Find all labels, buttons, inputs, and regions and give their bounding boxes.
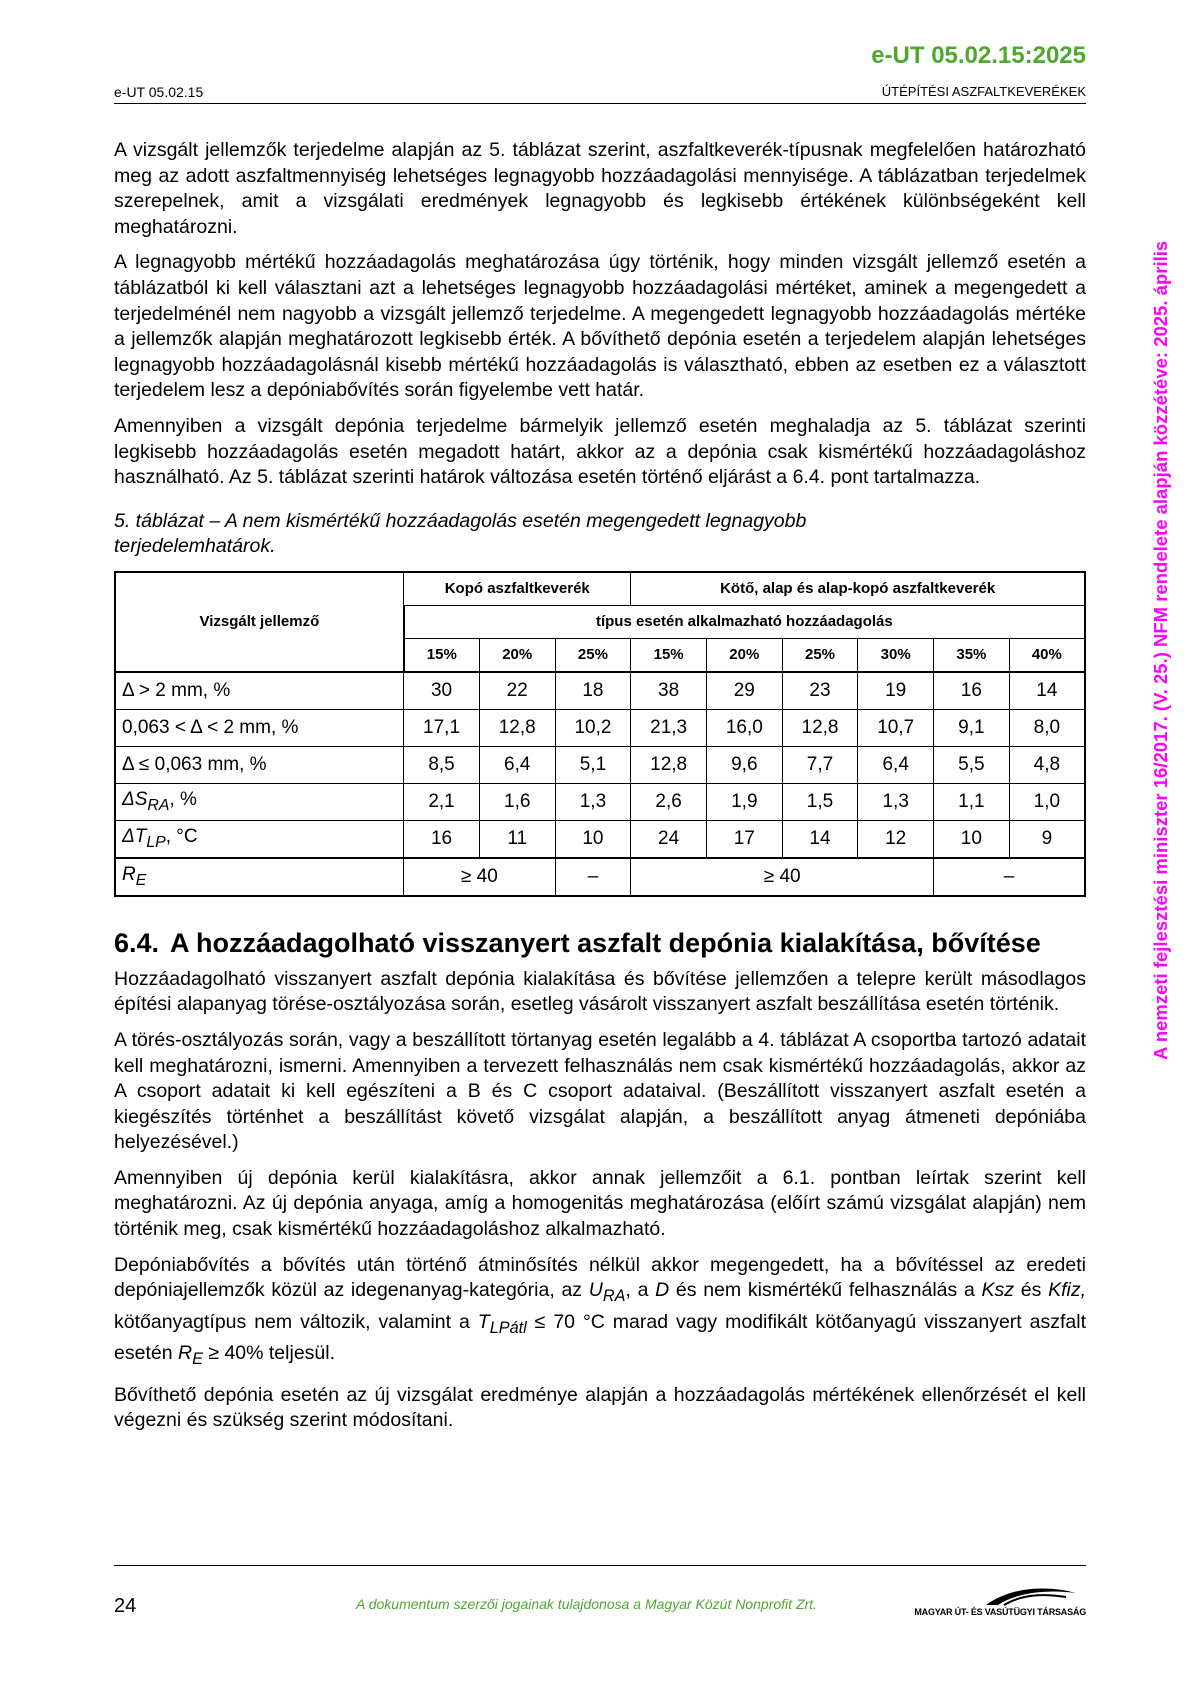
table-cell: 16 — [404, 820, 480, 858]
table-cell: 30 — [404, 672, 480, 710]
column-header-characteristic: Vizsgált jellemző — [115, 572, 404, 672]
percent-header: 20% — [479, 638, 555, 672]
table-caption: 5. táblázat – A nem kismértékű hozzáadagolás esetén megengedett legnagyobb terjedelemhatárok. — [114, 509, 807, 557]
table-cell: 29 — [706, 672, 782, 710]
paragraph: A legnagyobb mértékű hozzáadagolás meghatározása úgy történik, hogy minden vizsgált jellemző esetén a táblázatból ki kell választani azt a lehetséges legnagyobb hozzáadagolási mértéket, aminek a megengedett a terjedelménél nem nagyobb a vizsgált jellemző terjedelme. A megengedett legnagyobb hozzáadagolás mértéke a jellemzők alapján meghatározott legkisebb érték. A bővíthető depónia esetén a terjedelem alapján lehetséges legnagyobb hozzáadagolásnál kisebb mértékű hozzáadagolás is választható, ebben az esetben ez a választott terjedelem lesz a depóniabővítés során figyelembe vett határ. — [114, 251, 1086, 402]
table-cell: 38 — [631, 672, 707, 710]
table-cell: 12,8 — [479, 709, 555, 746]
table-cell: 7,7 — [782, 746, 858, 783]
percent-header: 20% — [706, 638, 782, 672]
table-cell: 12,8 — [782, 709, 858, 746]
document-code: e-UT 05.02.15:2025 — [871, 42, 1086, 69]
table-cell: ≥ 40 — [631, 858, 934, 896]
side-publication-note: A nemzeti fejlesztési miniszter 16/2017. (V. 25.) NFM rendelete alapján közzétéve: 2025. április — [1150, 240, 1171, 1060]
percent-header: 15% — [631, 638, 707, 672]
paragraph: Hozzáadagolható visszanyert aszfalt depónia kialakítása és bővítése jellemzően a telepre került másodlagos építési alapanyag törése-osztályozása során, esetleg vásárolt visszanyert aszfalt beszállítása esetén történik. — [114, 967, 1086, 1016]
subheader-addition: típus esetén alkalmazható hozzáadagolás — [404, 605, 1085, 638]
paragraph: A törés-osztályozás során, vagy a beszállított törtanyag esetén legalább a 4. táblázat A csoportba tartozó adatait kell meghatározni, ismerni. Amennyiben a tervezett felhasználás nem csak kismértékű hozzáadagolás, akkor az A csoport adatait ki kell egészíteni a B és C csoport adataival. (Beszállított visszanyert aszfalt esetén a kiegészítés történhet a beszállítást követő vizsgálat alapján, a beszállított anyag átmeneti depóniába helyezésével.) — [114, 1028, 1086, 1154]
footer-rule — [114, 1565, 1086, 1566]
table-cell: – — [555, 858, 631, 896]
table-row — [115, 709, 1085, 746]
table-cell: 14 — [1009, 672, 1085, 710]
percent-header: 30% — [858, 638, 934, 672]
paragraph-extension-rules: Depóniabővítés a bővítés után történő átminősítés nélkül akkor megengedett, ha a bővítéssel az eredeti depóniajellemzők közül az idegenanyag-kategória, az $U_{RA}$, a D és nem kismértékű felhasználás a Ksz és Kfiz, kötőanyagtípus nem változik, valamint a $T_{LPátl} \le 70$ °C marad vagy modifikált kötőanyagú visszanyert aszfalt esetén $R_E \ge 40\%$ teljesül. — [114, 1253, 1086, 1369]
table-cell: 21,3 — [631, 709, 707, 746]
table-cell: 6,4 — [858, 746, 934, 783]
table-row — [115, 672, 1085, 710]
paragraph: A vizsgált jellemzők terjedelme alapján az 5. táblázat szerint, aszfaltkeverék-típusnak megfelelően határozható meg az adott aszfaltmennyiség lehetséges legnagyobb hozzáadagolási mennyisége. A táblázatban terjedelmek szerepelnek, amit a vizsgálati eredmények legnagyobb és legkisebb értékének különbségeként kell meghatározni. — [114, 139, 1086, 238]
table-cell: 5,1 — [555, 746, 631, 783]
table-cell: 19 — [858, 672, 934, 710]
group-header-binder-base: Kötő, alap és alap-kopó aszfaltkeverék — [631, 572, 1085, 606]
percent-header: 25% — [782, 638, 858, 672]
logo-swoosh-icon — [916, 1585, 1086, 1607]
table-cell: 1,0 — [1009, 783, 1085, 820]
table-cell: 11 — [479, 820, 555, 858]
header-left: e-UT 05.02.15 — [114, 84, 204, 100]
section-title: A hozzáadagolható visszanyert aszfalt depónia kialakítása, bővítése — [170, 927, 1041, 958]
table-cell: 1,3 — [858, 783, 934, 820]
table-cell: 8,5 — [404, 746, 480, 783]
table-cell: 8,0 — [1009, 709, 1085, 746]
table-cell: 1,9 — [706, 783, 782, 820]
table-cell: 10,2 — [555, 709, 631, 746]
row-label: $\Delta S_{RA}$, % — [115, 783, 404, 820]
table-cell: 4,8 — [1009, 746, 1085, 783]
row-label: 0,063 < Δ < 2 mm, % — [115, 709, 404, 746]
table-cell: 9,1 — [934, 709, 1010, 746]
table-cell: 17,1 — [404, 709, 480, 746]
table-row — [115, 783, 1085, 820]
table-cell: 16 — [934, 672, 1010, 710]
table-cell: 1,3 — [555, 783, 631, 820]
paragraph: Amennyiben a vizsgált depónia terjedelme bármelyik jellemző esetén meghaladja az 5. táblázat szerinti legkisebb hozzáadagolás esetén megadott határt, akkor az a depónia csak kismértékű hozzáadagoláshoz használható. Az 5. táblázat szerinti határok változása esetén történő eljárást a 6.4. pont tartalmazza. — [114, 414, 1086, 489]
logo-text: MAGYAR ÚT- ÉS VASÚTÜGYI TÁRSASÁG — [914, 1607, 1086, 1617]
group-header-wearing: Kopó aszfaltkeverék — [404, 572, 631, 606]
table-cell: 1,6 — [479, 783, 555, 820]
header-right: ÚTÉPÍTÉSI ASZFALTKEVERÉKEK — [881, 84, 1086, 99]
table-cell: 9,6 — [706, 746, 782, 783]
table-cell: 12 — [858, 820, 934, 858]
table-row — [115, 858, 1085, 896]
table-cell: 16,0 — [706, 709, 782, 746]
page-number: 24 — [114, 1595, 137, 1617]
copyright-note: A dokumentum szerzői jogainak tulajdonosa a Magyar Közút Nonprofit Zrt. — [356, 1596, 817, 1612]
table-row — [115, 746, 1085, 783]
table-cell: 6,4 — [479, 746, 555, 783]
section-number: 6.4. — [114, 927, 160, 958]
table-cell: 2,1 — [404, 783, 480, 820]
table-cell: 10 — [555, 820, 631, 858]
section-heading — [114, 927, 1086, 959]
table-cell: 23 — [782, 672, 858, 710]
page-content — [114, 138, 1086, 1444]
percent-header: 35% — [934, 638, 1010, 672]
table-cell: 10,7 — [858, 709, 934, 746]
table-cell: – — [934, 858, 1085, 896]
table-cell: 9 — [1009, 820, 1085, 858]
table-cell: 10 — [934, 820, 1010, 858]
table-cell: 18 — [555, 672, 631, 710]
row-label: $R_E$ — [115, 858, 404, 896]
limits-table — [114, 571, 1086, 897]
table-cell: 1,1 — [934, 783, 1010, 820]
row-label: Δ ≤ 0,063 mm, % — [115, 746, 404, 783]
paragraph: Bővíthető depónia esetén az új vizsgálat eredménye alapján a hozzáadagolás mértékének ellenőrzését el kell végezni és szükség szerint módosítani. — [114, 1383, 1086, 1432]
table-row — [115, 820, 1085, 858]
society-logo — [916, 1585, 1086, 1617]
table-cell: 14 — [782, 820, 858, 858]
percent-header: 40% — [1009, 638, 1085, 672]
row-label: $\Delta T_{LP}$, °C — [115, 820, 404, 858]
table-cell: 5,5 — [934, 746, 1010, 783]
table-cell: 24 — [631, 820, 707, 858]
paragraph: Amennyiben új depónia kerül kialakításra, akkor annak jellemzőit a 6.1. pontban leírtak szerint kell meghatározni. Az új depónia anyaga, amíg a homogenitás meghatározása (előírt számú vizsgálat alapján) nem történik meg, csak kismértékű hozzáadagoláshoz alkalmazható. — [114, 1166, 1086, 1241]
row-label: Δ > 2 mm, % — [115, 672, 404, 710]
percent-header: 25% — [555, 638, 631, 672]
table-cell: 12,8 — [631, 746, 707, 783]
table-cell: 1,5 — [782, 783, 858, 820]
table-cell: 17 — [706, 820, 782, 858]
table-cell: ≥ 40 — [404, 858, 555, 896]
percent-header: 15% — [404, 638, 480, 672]
table-cell: 2,6 — [631, 783, 707, 820]
table-cell: 22 — [479, 672, 555, 710]
header-rule — [114, 103, 1086, 104]
